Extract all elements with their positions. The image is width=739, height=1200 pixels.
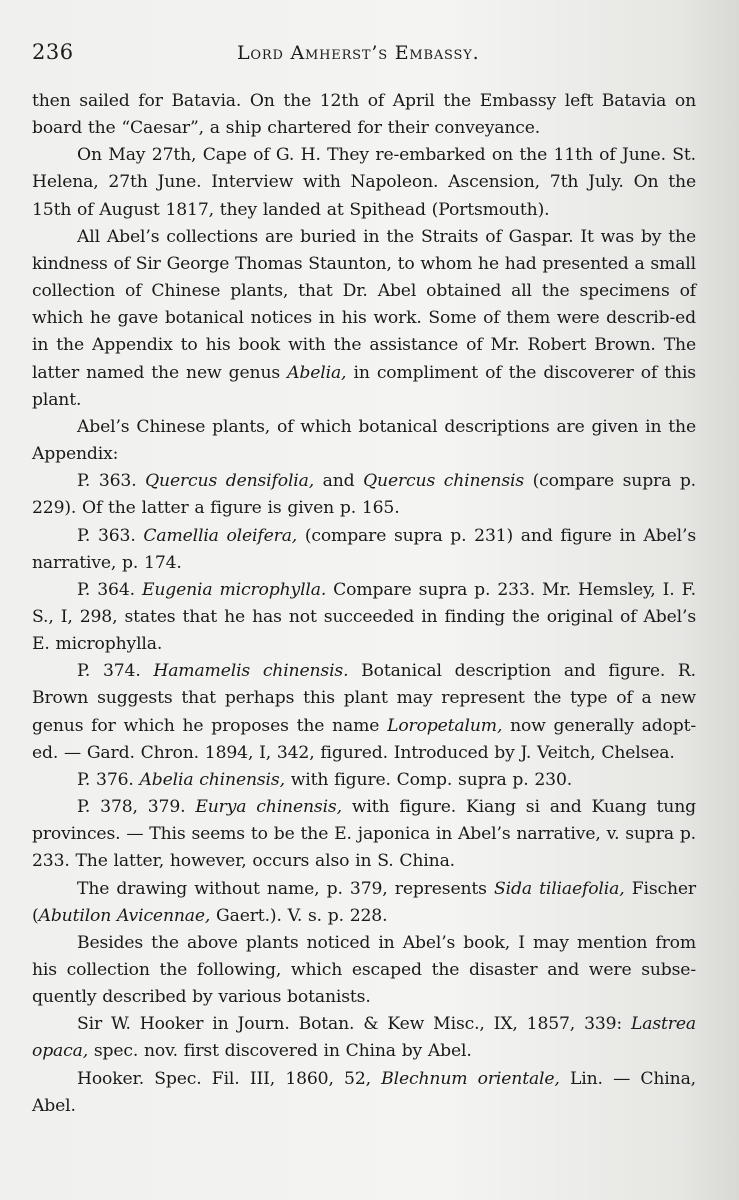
text-span: (compare supra p. 231) and figure in Abel’s narrative, p. 174. <box>32 525 696 573</box>
italic-text: Abutilon Avicennae, <box>38 905 211 926</box>
italic-text: Abelia chinensis, <box>139 769 285 790</box>
text-span: P. 378, 379. <box>77 797 196 818</box>
paragraph <box>32 1066 696 1120</box>
text-span: All Abel’s collections are buried in the Straits of Gaspar. It was by the kindness of Sir George Thomas Staunton, to whom he had presented a small collection of Chinese plants, that Dr. Abel obtained all the specimens of which he gave botanical notices in his work. Some of them were describ-ed in the Appendix to his book with the assistance of Mr. Robert Brown. The latter named the new genus <box>32 226 696 383</box>
text-span: The drawing without name, p. 379, represents <box>77 878 495 899</box>
italic-text: Abelia, <box>287 362 347 383</box>
text-span: Gaert.). V. s. p. 228. <box>210 905 388 926</box>
text-span: P. 364. <box>77 579 142 600</box>
italic-text: Blechnum orientale, <box>381 1068 560 1089</box>
body-text <box>32 88 696 1120</box>
paragraph <box>32 523 696 577</box>
paragraph <box>32 794 696 875</box>
page-header <box>32 40 700 76</box>
text-span: P. 376. <box>77 769 140 790</box>
text-span: Besides the above plants noticed in Abel’s book, I may mention from his collection the following, which escaped the disaster and were subse-quently described by various botanists. <box>32 932 696 1008</box>
text-span: with figure. Kiang si and Kuang tung provinces. — This seems to be the E. japonica in Abel’s narrative, v. supra p. 233. The latter, however, occurs also in S. China. <box>32 797 696 872</box>
italic-text: Sida tiliaefolia, <box>494 878 625 899</box>
text-span: then sailed for Batavia. On the 12th of April the Embassy left Batavia on board the “Caesar”, a ship chartered for their conveyance. <box>32 91 696 139</box>
paragraph <box>32 224 696 414</box>
text-span: and <box>314 471 364 492</box>
italic-text: Quercus chinensis <box>363 471 525 492</box>
text-span: Compare supra p. 233. Mr. Hemsley, I. F. S., I, 298, states that he has not succeeded in finding the original of Abel’s E. microphylla. <box>32 579 696 655</box>
text-span: in compliment of the discoverer of this plant. <box>32 362 696 410</box>
text-span: (compare supra p. 229). Of the latter a figure is given p. 165. <box>32 471 696 519</box>
text-span: P. 374. <box>77 661 154 682</box>
paragraph <box>32 767 696 794</box>
page-number: 236 <box>32 40 74 64</box>
text-span: now generally adopt-ed. — Gard. Chron. 1894, I, 342, figured. Introduced by J. Veitch, Chelsea. <box>32 715 697 763</box>
italic-text: Eugenia microphylla. <box>141 579 327 600</box>
text-span: spec. nov. first discovered in China by Abel. <box>88 1041 472 1062</box>
text-span: P. 363. <box>77 525 144 546</box>
running-head: Lord Amherst’s Embassy. <box>237 42 480 64</box>
italic-text: Hamamelis chinensis. <box>153 661 349 682</box>
paragraph <box>32 577 696 658</box>
paragraph <box>32 876 696 930</box>
text-span: Lin. — China, Abel. <box>32 1068 696 1116</box>
text-span: On May 27th, Cape of G. H. They re-embarked on the 11th of June. St. Helena, 27th June. Interview with Napoleon. Ascension, 7th July. On the 15th of August 1817, they landed at Spithead (Portsmouth). <box>32 145 696 220</box>
text-span: Abel’s Chinese plants, of which botanical descriptions are given in the Appendix: <box>32 416 696 465</box>
text-span: with figure. Comp. supra p. 230. <box>284 769 573 790</box>
paragraph <box>32 142 696 223</box>
paragraph <box>32 414 696 468</box>
paragraph <box>32 468 696 522</box>
paragraph <box>32 930 696 1011</box>
text-span: Sir W. Hooker in Journ. Botan. & Kew Misc., IX, 1857, 339: <box>77 1014 632 1035</box>
paragraph <box>32 658 696 767</box>
text-span: Botanical description and figure. R. Brown suggests that perhaps this plant may represent the type of a new genus for which he proposes the name <box>32 661 696 736</box>
text-span: Hooker. Spec. Fil. III, 1860, 52, <box>77 1068 382 1089</box>
italic-text: Eurya chinensis, <box>195 797 342 818</box>
italic-text: Lastrea opaca, <box>32 1014 696 1062</box>
italic-text: Quercus densifolia, <box>145 471 315 492</box>
text-span: P. 363. <box>77 471 146 492</box>
paragraph <box>32 88 696 142</box>
text-span: Fischer ( <box>32 878 696 926</box>
italic-text: Loropetalum, <box>387 715 503 736</box>
italic-text: Camellia oleifera, <box>143 525 298 546</box>
paragraph <box>32 1011 696 1065</box>
